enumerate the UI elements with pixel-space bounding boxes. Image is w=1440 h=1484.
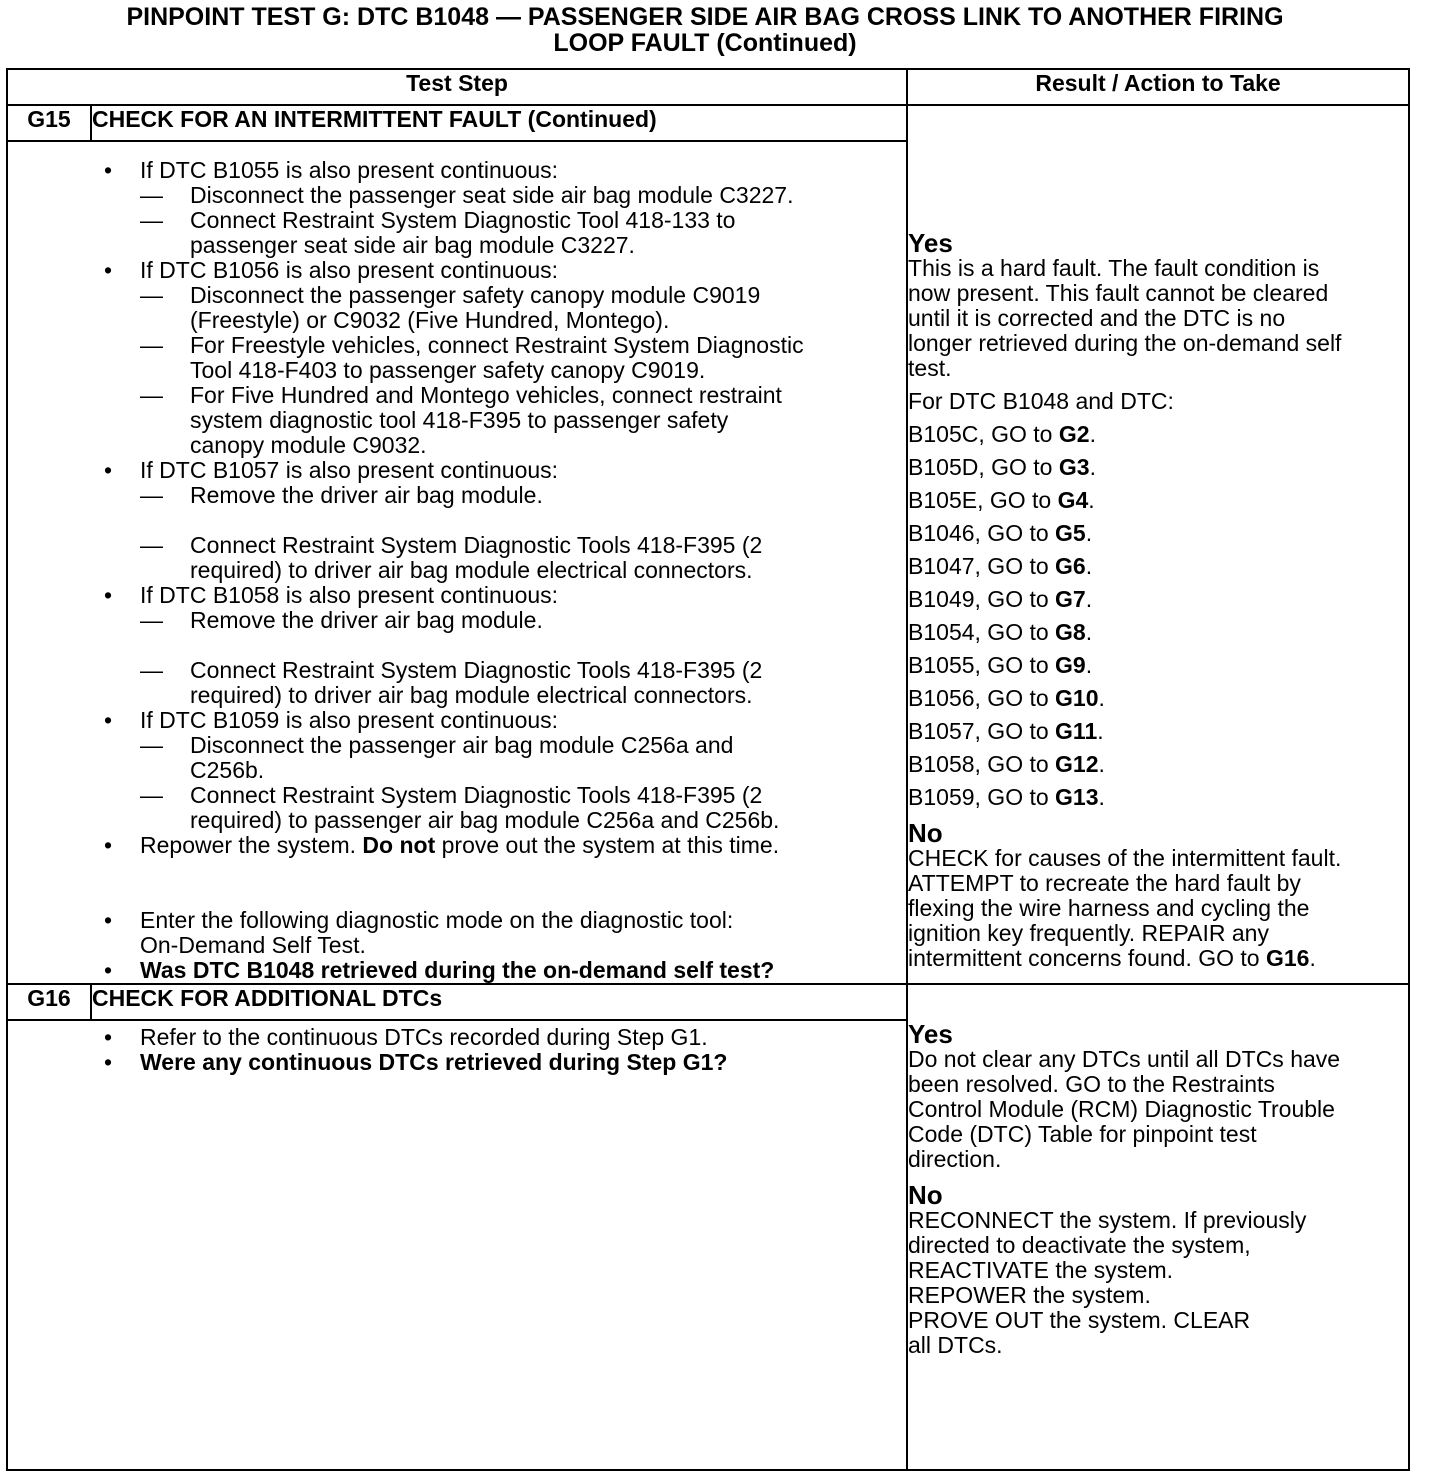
bullet-marker: • bbox=[104, 582, 113, 608]
dash-item bbox=[8, 608, 906, 633]
goto-dtc-text: B1059, GO to bbox=[908, 784, 1049, 810]
dash-marker: — bbox=[140, 482, 163, 508]
bullet-text: prove out the system at this time. bbox=[441, 832, 780, 858]
yes-text-g16 bbox=[908, 1047, 1408, 1172]
yes-label-g16: Yes bbox=[908, 1019, 953, 1049]
dash-text: For Freestyle vehicles, connect Restraint System Diagnostic bbox=[190, 332, 804, 358]
dash-marker: — bbox=[140, 182, 163, 208]
goto-dtc-text: B105E, GO to bbox=[908, 487, 1052, 513]
bullet-marker: • bbox=[104, 1024, 113, 1050]
yes-line: until it is corrected and the DTC is no bbox=[908, 305, 1286, 331]
yes-line: Control Module (RCM) Diagnostic Trouble bbox=[908, 1096, 1335, 1122]
dash-text: system diagnostic tool 418-F395 to passenger safety bbox=[190, 407, 729, 433]
goto-item: B1057, GO to G11. bbox=[908, 718, 1104, 744]
no-text-g16 bbox=[908, 1208, 1408, 1358]
dash-text: Disconnect the passenger safety canopy module C9019 bbox=[190, 282, 761, 308]
question-text: Was DTC B1048 retrieved during the on-demand self test? bbox=[140, 957, 775, 983]
step-number-g15: G15 bbox=[7, 105, 91, 141]
no-text-g15 bbox=[908, 846, 1408, 971]
title-line-1: PINPOINT TEST G: DTC B1048 — PASSENGER SIDE AIR BAG CROSS LINK TO ANOTHER FIRING bbox=[126, 3, 1284, 31]
yes-line: This is a hard fault. The fault condition is bbox=[908, 255, 1320, 281]
step-body-g16 bbox=[7, 1020, 907, 1470]
dash-marker: — bbox=[140, 732, 163, 758]
goto-dtc-text: B1049, GO to bbox=[908, 586, 1049, 612]
bullet-item bbox=[8, 458, 906, 483]
goto-step-ref: G11 bbox=[1055, 718, 1098, 744]
table-header-row bbox=[7, 69, 1409, 105]
dash-marker: — bbox=[140, 532, 163, 558]
goto-item: B1059, GO to G13. bbox=[908, 784, 1105, 810]
dash-item bbox=[8, 483, 906, 508]
no-line: ignition key frequently. REPAIR any bbox=[908, 920, 1269, 946]
header-result-action: Result / Action to Take bbox=[907, 69, 1409, 105]
goto-item: B1055, GO to G9. bbox=[908, 652, 1093, 678]
dash-text: Disconnect the passenger seat side air bag module C3227. bbox=[190, 182, 794, 208]
no-line: PROVE OUT the system. CLEAR bbox=[908, 1307, 1251, 1333]
bullet-item bbox=[8, 583, 906, 608]
dash-text: (Freestyle) or C9032 (Five Hundred, Montego). bbox=[190, 307, 670, 333]
goto-step-ref: G8 bbox=[1055, 619, 1086, 645]
bullet-item bbox=[8, 908, 906, 958]
goto-dtc-text: B1054, GO to bbox=[908, 619, 1049, 645]
step-g16-title-row bbox=[7, 984, 1409, 1020]
step-title-g16: CHECK FOR ADDITIONAL DTCs bbox=[91, 984, 907, 1020]
bullet-item bbox=[8, 258, 906, 283]
no-line: CHECK for causes of the intermittent fault. bbox=[908, 845, 1342, 871]
goto-item: B105E, GO to G4. bbox=[908, 487, 1095, 513]
step-g15-title-row bbox=[7, 105, 1409, 141]
no-line: REACTIVATE the system. bbox=[908, 1257, 1173, 1283]
bullet-marker: • bbox=[104, 832, 113, 858]
no-line: all DTCs. bbox=[908, 1332, 1003, 1358]
bullet-text: If DTC B1059 is also present continuous: bbox=[140, 707, 559, 733]
goto-step-ref: G5 bbox=[1055, 520, 1086, 546]
bullet-item bbox=[8, 158, 906, 183]
for-dtc-label: For DTC B1048 and DTC: bbox=[908, 388, 1174, 414]
page-title bbox=[0, 4, 1410, 56]
goto-item: B1047, GO to G6. bbox=[908, 553, 1093, 579]
bullet-item bbox=[8, 708, 906, 733]
goto-step-ref: G2 bbox=[1058, 421, 1090, 447]
goto-dtc-text: B1057, GO to bbox=[908, 718, 1049, 744]
goto-step-ref: G7 bbox=[1055, 586, 1086, 612]
step-body-g15 bbox=[7, 141, 907, 984]
bullet-text: Refer to the continuous DTCs recorded during Step G1. bbox=[140, 1024, 708, 1050]
dash-text: For Five Hundred and Montego vehicles, connect restraint bbox=[190, 382, 782, 408]
goto-item: B105C, GO to G2. bbox=[908, 421, 1096, 447]
no-line-text: intermittent concerns found. GO to bbox=[908, 945, 1260, 971]
bullet-text: If DTC B1056 is also present continuous: bbox=[140, 257, 559, 283]
bullet-marker: • bbox=[104, 957, 113, 983]
dash-marker: — bbox=[140, 332, 163, 358]
goto-item: B105D, GO to G3. bbox=[908, 454, 1096, 480]
bullet-marker: • bbox=[104, 907, 113, 933]
result-g16 bbox=[907, 984, 1409, 1470]
yes-line: Code (DTC) Table for pinpoint test bbox=[908, 1121, 1257, 1147]
dash-text: required) to driver air bag module electrical connectors. bbox=[190, 682, 753, 708]
bullet-text: If DTC B1057 is also present continuous: bbox=[140, 457, 559, 483]
yes-line: been resolved. GO to the Restraints bbox=[908, 1071, 1275, 1097]
goto-item: B1046, GO to G5. bbox=[908, 520, 1093, 546]
goto-item: B1054, GO to G8. bbox=[908, 619, 1093, 645]
goto-step-ref: G3 bbox=[1058, 454, 1090, 480]
bullet-marker: • bbox=[104, 707, 113, 733]
dash-text: Tool 418-F403 to passenger safety canopy C9019. bbox=[190, 357, 706, 383]
no-label-g16: No bbox=[908, 1180, 943, 1210]
title-line-2: LOOP FAULT (Continued) bbox=[553, 29, 857, 57]
no-line: intermittent concerns found. GO to G16. bbox=[908, 945, 1316, 971]
bullet-text: If DTC B1055 is also present continuous: bbox=[140, 157, 559, 183]
goto-list bbox=[908, 422, 1408, 810]
no-line: flexing the wire harness and cycling the bbox=[908, 895, 1310, 921]
yes-line: now present. This fault cannot be cleared bbox=[908, 280, 1329, 306]
dash-text: C256b. bbox=[190, 757, 265, 783]
bullet-text: Enter the following diagnostic mode on the diagnostic tool: bbox=[140, 907, 734, 933]
dash-item bbox=[8, 283, 906, 333]
dash-item bbox=[8, 658, 906, 708]
yes-text-g15 bbox=[908, 256, 1408, 381]
no-line: directed to deactivate the system, bbox=[908, 1232, 1251, 1258]
dash-item bbox=[8, 533, 906, 583]
dash-item bbox=[8, 733, 906, 783]
goto-step-ref: G6 bbox=[1055, 553, 1086, 579]
bullet-text: On-Demand Self Test. bbox=[140, 932, 366, 958]
dash-text: Disconnect the passenger air bag module C256a and bbox=[190, 732, 734, 758]
no-line: RECONNECT the system. If previously bbox=[908, 1207, 1307, 1233]
yes-label-g15: Yes bbox=[908, 228, 953, 258]
pinpoint-test-table bbox=[6, 68, 1410, 1471]
dash-item bbox=[8, 333, 906, 383]
yes-line: Do not clear any DTCs until all DTCs have bbox=[908, 1046, 1341, 1072]
step-number-g16: G16 bbox=[7, 984, 91, 1020]
result-g15 bbox=[907, 105, 1409, 984]
bullet-text: Repower the system. bbox=[140, 832, 357, 858]
no-line: ATTEMPT to recreate the hard fault by bbox=[908, 870, 1301, 896]
goto-step-ref: G12 bbox=[1055, 751, 1099, 777]
dash-marker: — bbox=[140, 282, 163, 308]
dash-text: required) to driver air bag module electrical connectors. bbox=[190, 557, 753, 583]
dash-text: Connect Restraint System Diagnostic Tool 418-133 to bbox=[190, 207, 736, 233]
goto-item: B1056, GO to G10. bbox=[908, 685, 1105, 711]
goto-step-ref: G4 bbox=[1057, 487, 1089, 513]
step-title-g15: CHECK FOR AN INTERMITTENT FAULT (Continued) bbox=[91, 105, 907, 141]
dash-text: Connect Restraint System Diagnostic Tools 418-F395 (2 bbox=[190, 532, 763, 558]
no-line: REPOWER the system. bbox=[908, 1282, 1151, 1308]
dash-item bbox=[8, 383, 906, 458]
bullet-text: If DTC B1058 is also present continuous: bbox=[140, 582, 559, 608]
bullet-marker: • bbox=[104, 257, 113, 283]
goto-item: B1049, GO to G7. bbox=[908, 586, 1093, 612]
bullet-marker: • bbox=[104, 157, 113, 183]
dash-text: canopy module C9032. bbox=[190, 432, 427, 458]
bullet-item bbox=[8, 833, 906, 858]
yes-line: direction. bbox=[908, 1146, 1002, 1172]
bullet-marker: • bbox=[104, 457, 113, 483]
dash-text: Connect Restraint System Diagnostic Tools 418-F395 (2 bbox=[190, 782, 763, 808]
dash-marker: — bbox=[140, 657, 163, 683]
goto-dtc-text: B1058, GO to bbox=[908, 751, 1049, 777]
no-label-g15: No bbox=[908, 818, 943, 848]
goto-item: B1058, GO to G12. bbox=[908, 751, 1105, 777]
goto-step-ref: G13 bbox=[1055, 784, 1099, 810]
goto-dtc-text: B105C, GO to bbox=[908, 421, 1053, 447]
goto-dtc-text: B1055, GO to bbox=[908, 652, 1049, 678]
goto-step-ref: G16 bbox=[1265, 945, 1310, 971]
goto-dtc-text: B1047, GO to bbox=[908, 553, 1049, 579]
header-test-step: Test Step bbox=[7, 69, 907, 105]
dash-marker: — bbox=[140, 207, 163, 233]
dash-item bbox=[8, 183, 906, 208]
question-text: Were any continuous DTCs retrieved during Step G1? bbox=[140, 1049, 728, 1075]
goto-step-ref: G9 bbox=[1055, 652, 1086, 678]
goto-step-ref: G10 bbox=[1055, 685, 1099, 711]
dash-text: Remove the driver air bag module. bbox=[190, 607, 543, 633]
emphasis-text: Do not bbox=[362, 832, 436, 858]
dash-text: passenger seat side air bag module C3227. bbox=[190, 232, 635, 258]
bullet-item bbox=[8, 1050, 906, 1075]
dash-item bbox=[8, 783, 906, 833]
dash-marker: — bbox=[140, 607, 163, 633]
dash-text: required) to passenger air bag module C256a and C256b. bbox=[190, 807, 780, 833]
goto-dtc-text: B1046, GO to bbox=[908, 520, 1049, 546]
dash-text: Connect Restraint System Diagnostic Tools 418-F395 (2 bbox=[190, 657, 763, 683]
dash-item bbox=[8, 208, 906, 258]
yes-line: test. bbox=[908, 355, 952, 381]
dash-marker: — bbox=[140, 782, 163, 808]
goto-dtc-text: B1056, GO to bbox=[908, 685, 1049, 711]
yes-line: longer retrieved during the on-demand self bbox=[908, 330, 1342, 356]
dash-marker: — bbox=[140, 382, 163, 408]
bullet-item bbox=[8, 958, 906, 983]
goto-dtc-text: B105D, GO to bbox=[908, 454, 1053, 480]
bullet-marker: • bbox=[104, 1049, 113, 1075]
bullet-item bbox=[8, 1025, 906, 1050]
dash-text: Remove the driver air bag module. bbox=[190, 482, 543, 508]
